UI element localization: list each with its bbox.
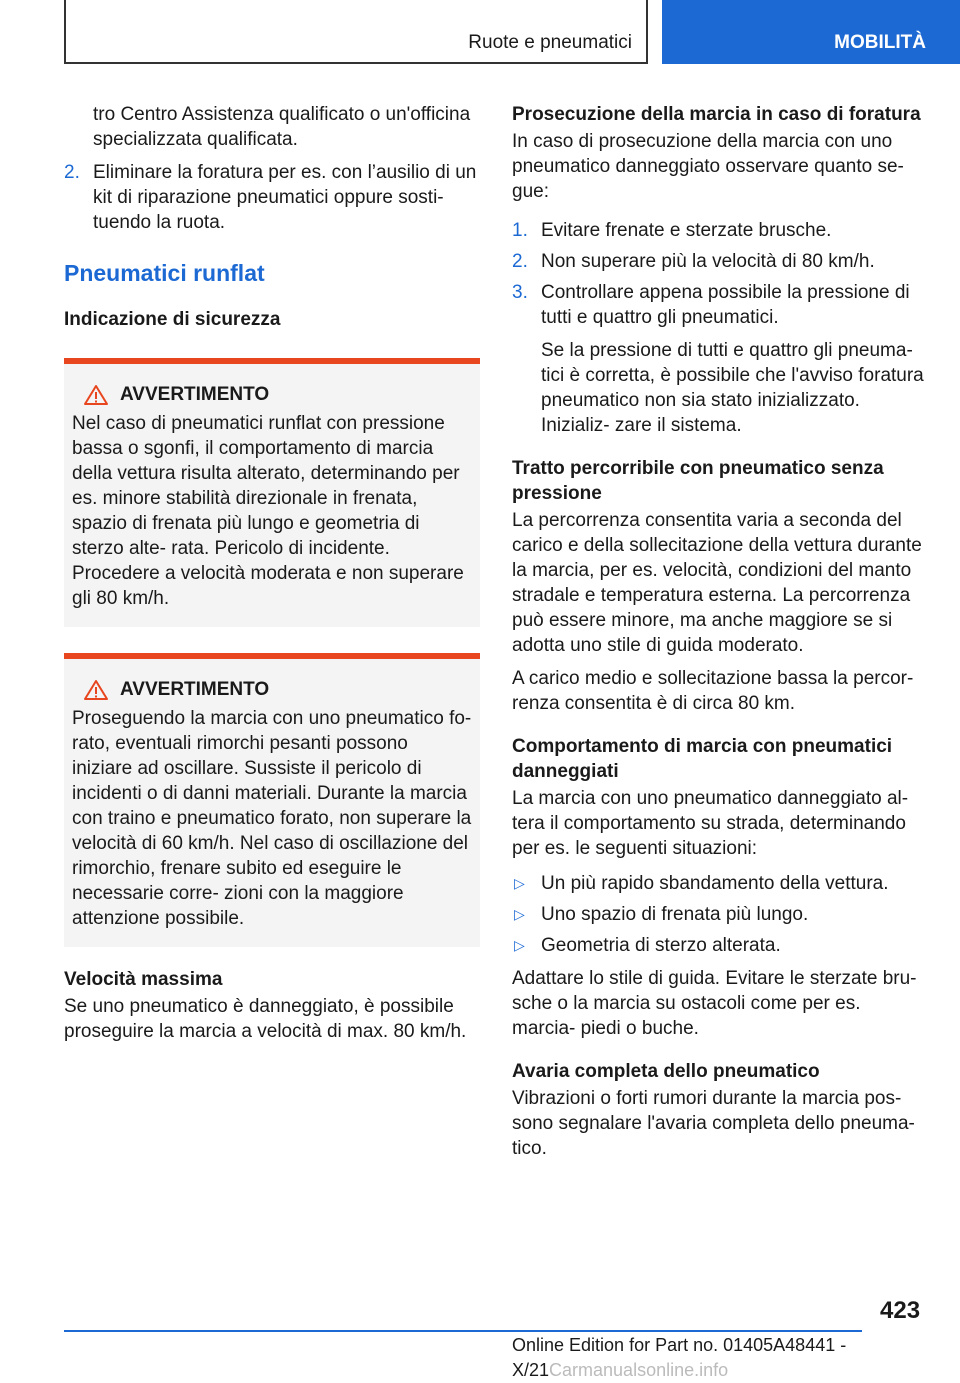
warning-triangle-icon <box>72 384 120 406</box>
behavior-subtitle: Comportamento di marcia con pneumatici danneggiati <box>512 736 893 782</box>
behavior-text: Adattare lo stile di guida. Evitare le sterzate bru‐ sche o la marcia su ostacoli come per es. marcia‐ piedi o buche. <box>512 968 917 1039</box>
continue-steps-list <box>512 218 926 438</box>
continue-text: In caso di prosecuzione della marcia con uno pneumatico danneggiato osservare quanto se‐ gue: <box>512 131 904 202</box>
continued-text: tro Centro Assistenza qualificato o un'officina specializzata qualificata. <box>93 104 471 150</box>
list-item <box>512 902 926 927</box>
step-number: 2. <box>512 251 528 272</box>
triangle-bullet-icon: ▷ <box>514 875 525 891</box>
step-text: Eliminare la foratura per es. con l’ausilio di un kit di riparazione pneumatici oppure sosti‐ tuendo la ruota. <box>93 162 477 233</box>
triangle-bullet-icon: ▷ <box>514 937 525 953</box>
list-item <box>512 871 926 896</box>
warning-box <box>64 653 480 947</box>
list-item <box>64 160 480 235</box>
list-item <box>512 218 926 243</box>
step-text: Evitare frenate e sterzate brusche. <box>541 220 832 241</box>
left-column <box>64 102 480 1052</box>
right-column <box>512 102 926 1169</box>
header-section-box <box>64 0 648 64</box>
continue-subtitle: Prosecuzione della marcia in caso di foratura <box>512 104 921 125</box>
range-text: La percorrenza consentita varia a seconda del carico e della sollecitazione della vettura durante la marcia, per es. velocità, condizioni del manto stradale e temperatura esterna. La percorrenza può essere minore, ma anche maggiore se si adotta uno stile di guida moderato. <box>512 510 922 656</box>
list-item <box>512 249 926 274</box>
list-item <box>512 280 926 438</box>
step-number: 2. <box>64 162 80 183</box>
failure-text: Vibrazioni o forti rumori durante la marcia pos‐ sono segnalare l'avaria completa dello pneuma‐ tico. <box>512 1088 915 1159</box>
list-item <box>512 933 926 958</box>
edition-text: Online Edition for Part no. 01405A48441 - X/21 <box>512 1335 847 1380</box>
watermark-text: Carmanualsonline.info <box>549 1360 729 1380</box>
range-subtitle: Tratto percorribile con pneumatico senza pressione <box>512 458 884 504</box>
header-chapter-tab <box>662 0 960 64</box>
warning-triangle-icon <box>72 679 120 701</box>
safety-subtitle: Indicazione di sicurezza <box>64 309 281 330</box>
behavior-text: La marcia con uno pneumatico danneggiato al‐ tera il comportamento su strada, determinando per es. le seguenti situazioni: <box>512 788 909 859</box>
footer-divider <box>64 1330 862 1332</box>
step-number: 3. <box>512 282 528 303</box>
step-text: Non superare più la velocità di 80 km/h. <box>541 251 875 272</box>
bullet-text: Uno spazio di frenata più lungo. <box>541 904 809 925</box>
header-section-title: Ruote e pneumatici <box>468 32 632 53</box>
header-chapter-title: MOBILITÀ <box>834 32 926 53</box>
behavior-bullets <box>512 871 926 958</box>
repair-steps-list <box>64 160 480 235</box>
range-text: A carico medio e sollecitazione bassa la percor‐ renza consentita è di circa 80 km. <box>512 668 914 714</box>
page-number: 423 <box>880 1297 921 1324</box>
section-title: Pneumatici runflat <box>64 260 265 286</box>
step-subtext: Se la pressione di tutti e quattro gli pneuma‐ tici è corretta, è possibile che l'avviso foratura pneumatico non sia stato inizializzato. Inizializ‐ zare il sistema. <box>541 340 924 436</box>
speed-text: Se uno pneumatico è danneggiato, è possibile proseguire la marcia a velocità di max. 80 km/h. <box>64 996 467 1042</box>
warning-text: Nel caso di pneumatici runflat con pressione bassa o sgonfi, il comportamento di marcia della vettura risulta alterato, determinando per es. minore stabilità direzionale in frenata, spazio di frenata più lungo e geometria di sterzo alte‐ rata. Pericolo di incidente. Procedere a velocità moderata e non superare gli 80 km/h. <box>72 413 464 609</box>
triangle-bullet-icon: ▷ <box>514 906 525 922</box>
warning-title: AVVERTIMENTO <box>120 384 270 405</box>
step-text: Controllare appena possibile la pressione di tutti e quattro gli pneumatici. <box>541 282 910 328</box>
warning-title: AVVERTIMENTO <box>120 679 270 700</box>
warning-box <box>64 358 480 627</box>
failure-subtitle: Avaria completa dello pneumatico <box>512 1061 820 1082</box>
step-number: 1. <box>512 220 528 241</box>
bullet-text: Geometria di sterzo alterata. <box>541 935 781 956</box>
speed-subtitle: Velocità massima <box>64 969 223 990</box>
bullet-text: Un più rapido sbandamento della vettura. <box>541 873 889 894</box>
warning-text: Proseguendo la marcia con uno pneumatico fo‐ rato, eventuali rimorchi pesanti possono iniziare ad oscillare. Sussiste il pericolo di incidenti o di danni materiali. Durante la marcia con traino e pneumatico forato, non superare la velocità di 60 km/h. Nel caso di oscillazione del rimorchio, frenare subito ed eseguire le necessarie corre‐ zioni con la maggiore attenzione possibile. <box>72 708 472 929</box>
footer-edition <box>512 1333 960 1383</box>
